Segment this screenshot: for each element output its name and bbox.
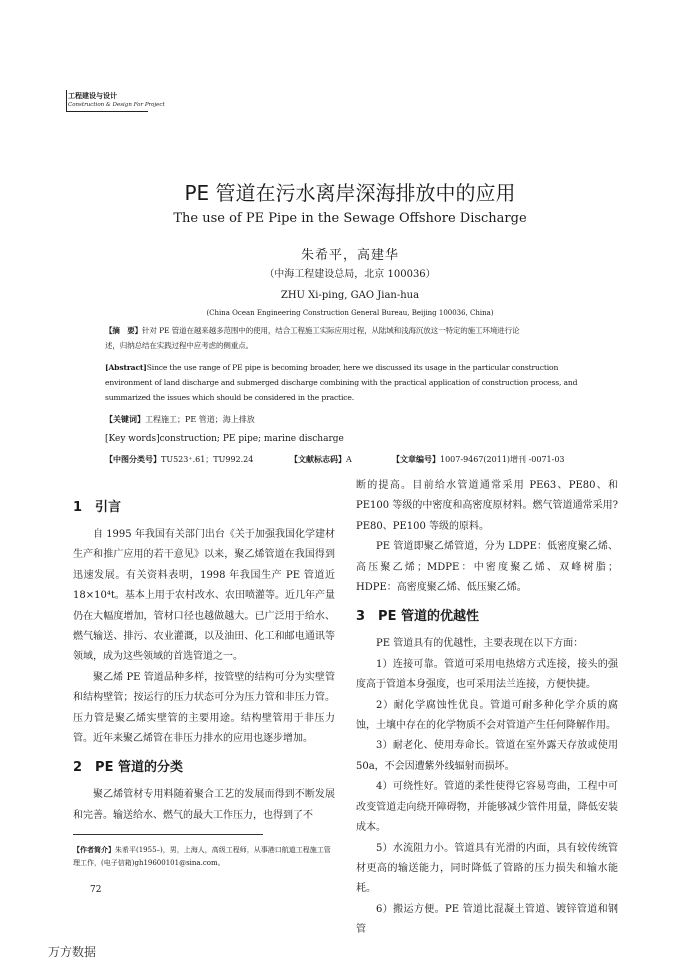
page-number: 72 <box>90 885 102 895</box>
page-title-cn: PE 管道在污水离岸深海排放中的应用 <box>184 181 516 205</box>
abstract-en-line1: Since the use range of PE pipe is becoming broader, here we discussed its usage in the particular construction <box>146 363 559 372</box>
section-3-heading: 3 PE 管道的优越性 <box>356 609 479 625</box>
authors-cn: 朱希平，高建华 <box>300 248 399 263</box>
watermark: 万方数据 <box>48 945 97 959</box>
author-footnote <box>73 843 335 870</box>
left-column <box>73 489 335 826</box>
keywords-en <box>105 432 605 446</box>
keywords-cn <box>105 412 605 427</box>
abstract-cn <box>105 323 605 353</box>
paragraph: PE 管道具有的优越性，主要表现在以下方面： <box>376 638 584 650</box>
abstract-en <box>105 360 605 405</box>
clc-label: 【中图分类号】 <box>105 454 161 464</box>
article-number-label: 【文章编号】 <box>392 454 440 464</box>
abstract-cn-line1: 针对 PE 管道在越来越多范围中的使用，结合工程施工实际应用过程，从陆域和浅海沉放这一特定的施工环境进行论 <box>142 326 520 335</box>
abstract-en-line3: summarized the issues which should be considered in the practice. <box>105 393 354 402</box>
affiliation-cn: （中海工程建设总局，北京 100036） <box>264 269 436 280</box>
paragraph: 聚乙烯 PE 管道品种多样，按管壁的结构可分为实壁管和结构壁管；按运行的压力状态可分为压力管和非压力管。压力管是聚乙烯实壁管的主要用途。结构壁管用于非压力管。近年来聚乙烯管在非压力排水的应用也逐步增加。 <box>73 671 335 745</box>
keywords-cn-label: 【关键词】 <box>105 414 145 424</box>
section-2-heading: 2 PE 管道的分类 <box>73 760 183 776</box>
list-item: 1）连接可靠。管道可采用电热熔方式连接，接头的强度高于管道本身强度，也可采用法兰连接，方便快捷。 <box>356 658 618 691</box>
journal-name-cn: 工程建设与设计 <box>68 91 117 100</box>
footnote-label: 【作者简介】 <box>73 845 115 854</box>
abstract-en-line2: environment of land discharge and submerged discharge combining with the practical application of construction process, and <box>105 378 578 387</box>
doc-code-label: 【文献标志码】 <box>290 454 346 464</box>
list-item: 3）耐老化、使用寿命长。管道在室外露天存放或使用 50a，不会因遭紫外线辐射而损坏。 <box>356 740 618 772</box>
doc-code <box>290 452 352 467</box>
section-1-heading: 1 引言 <box>73 500 122 515</box>
paragraph: 自 1995 年我国有关部门出台《关于加强我国化学建材生产和推广应用的若干意见》以来，聚乙烯管道在我国得到迅速发展。有关资料表明，1998 年我国生产 PE 管道近 18×10⁴t。基本上用于农村改水、农田喷灌等。近几年产量仍在大幅度增加，管材口径也越做越大。已广泛用于给水、燃气输送、排污、农业灌溉，以及油田、化工和邮电通讯等领域，成为这些领域的首选管道之一。 <box>73 529 335 663</box>
doc-code-value: A <box>346 455 352 464</box>
abstract-cn-label: 【摘 要】 <box>105 326 142 335</box>
clc-value: TU523⁺.61；TU992.24 <box>161 455 254 464</box>
header-rule <box>66 111 148 112</box>
keywords-en-label: [Key words] <box>105 434 160 444</box>
article-number <box>392 452 565 467</box>
journal-name-en: Construction & Design For Project <box>68 102 165 108</box>
paragraph: 断的提高。目前给水管道通常采用 PE63、PE80、和 PE100 等级的中密度和高密度原材料。燃气管道通常采用?PE80、PE100 等级的原料。 <box>356 480 618 532</box>
keywords-cn-text: 工程施工；PE 管道；海上排放 <box>145 415 255 424</box>
abstract-en-label: [Abstract] <box>105 363 147 372</box>
authors-en: ZHU Xi-ping, GAO Jian-hua <box>280 290 420 301</box>
page-title-en: The use of PE Pipe in the Sewage Offshore Discharge <box>173 211 527 226</box>
footnote-text: 朱希平(1955–)，男，上海人，高级工程师，从事港口航道工程施工管理工作，(电子信箱)gh19600101@sina.com。 <box>73 846 331 867</box>
abstract-cn-line2: 述，归纳总结在实践过程中应考虑的侧重点。 <box>105 341 253 350</box>
list-item: 5）水流阻力小。管道具有光滑的内面，具有较传统管材更高的输送能力，同时降低了管路的压力损失和输水能耗。 <box>356 842 618 895</box>
list-item: 6）搬运方便。PE 管道比混凝土管道、镀锌管道和钢管 <box>356 903 618 936</box>
header-divider <box>66 90 67 111</box>
paragraph: 聚乙烯管材专用料随着聚合工艺的发展而得到不断发展和完善。输送给水、燃气的最大工作压力，也得到了不 <box>73 789 335 821</box>
list-item: 4）可绕性好。管道的柔性使得它容易弯曲，工程中可改变管道走向绕开障碍物，并能够减少管件用量，降低安装成本。 <box>356 781 618 834</box>
paragraph: PE 管道即聚乙烯管道，分为 LDPE：低密度聚乙烯、高压聚乙烯；MDPE：中密度聚乙烯、双峰树脂；HDPE：高密度聚乙烯、低压聚乙烯。 <box>356 541 618 594</box>
list-item: 2）耐化学腐蚀性优良。管道可耐多种化学介质的腐蚀，土壤中存在的化学物质不会对管道产生任何降解作用。 <box>356 699 618 732</box>
article-number-value: 1007-9467(2011)增刊 -0071-03 <box>440 455 565 464</box>
keywords-en-text: construction; PE pipe; marine discharge <box>159 434 344 444</box>
affiliation-en: (China Ocean Engineering Construction General Bureau, Beijing 100036, China) <box>206 309 494 317</box>
footnote-rule <box>73 834 263 835</box>
right-column <box>356 476 618 941</box>
